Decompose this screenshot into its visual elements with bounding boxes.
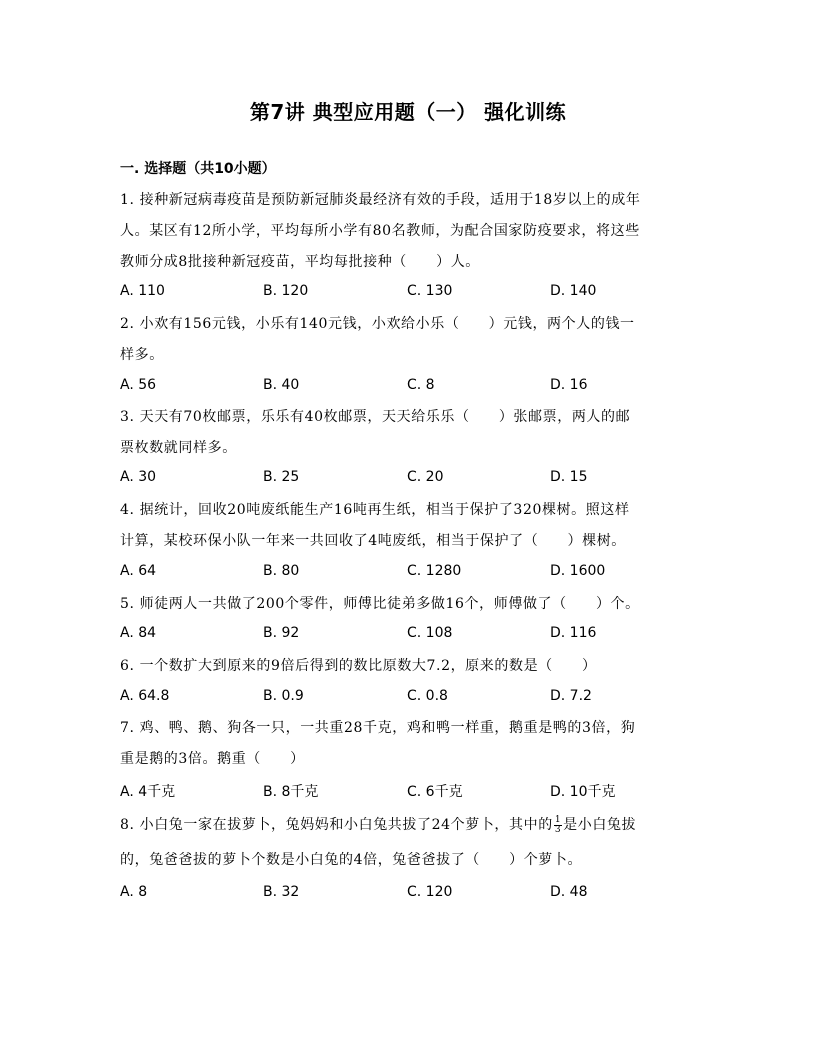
question-8-options (120, 884, 700, 904)
question-1-options (120, 283, 700, 303)
option-a: A. 110 (120, 283, 165, 299)
option-a: A. 64.8 (120, 688, 170, 704)
section-heading: 一. 选择题（共10小题） (120, 161, 276, 177)
option-d: D. 1600 (550, 563, 606, 579)
option-b: B. 80 (263, 563, 300, 579)
question-1-line-1: 1. 接种新冠病毒疫苗是预防新冠肺炎最经济有效的手段，适用于18岁以上的成年 (120, 192, 641, 208)
fraction-denominator: 3 (554, 824, 562, 835)
question-2-options (120, 377, 700, 397)
question-8-line-2: 的，兔爸爸拔的萝卜个数是小白兔的4倍，兔爸爸拔了（ ）个萝卜。 (120, 852, 583, 868)
option-d: D. 140 (550, 283, 597, 299)
question-4-line-1: 4. 据统计，回收20吨废纸能生产16吨再生纸，相当于保护了320棵树。照这样 (120, 502, 630, 518)
question-3-line-1: 3. 天天有70枚邮票，乐乐有40枚邮票，天天给乐乐（ ）张邮票，两人的邮 (120, 409, 631, 425)
question-5-line-1: 5. 师徒两人一共做了200个零件，师傅比徒弟多做16个，师傅做了（ ）个。 (120, 596, 640, 612)
question-5-options (120, 625, 700, 645)
option-d: D. 15 (550, 469, 588, 485)
question-8-line-1 (120, 815, 700, 835)
question-2-line-2: 样多。 (120, 347, 164, 363)
option-b: B. 8千克 (263, 784, 319, 800)
question-3-options (120, 469, 700, 489)
option-a: A. 64 (120, 563, 157, 579)
question-3-line-2: 票枚数就同样多。 (120, 440, 237, 456)
option-d: D. 10千克 (550, 784, 616, 800)
question-8-text-before: 8. 小白兔一家在拔萝卜，兔妈妈和小白兔共拔了24个萝卜，其中的 (120, 817, 553, 833)
fraction (554, 816, 562, 835)
option-c: C. 120 (407, 884, 453, 900)
option-c: C. 108 (407, 625, 453, 641)
option-b: B. 120 (263, 283, 309, 299)
question-7-line-1: 7. 鸡、鸭、鹅、狗各一只，一共重28千克，鸡和鸭一样重，鹅重是鸭的3倍，狗 (120, 720, 636, 736)
option-c: C. 0.8 (407, 688, 448, 704)
option-a: A. 84 (120, 625, 157, 641)
option-b: B. 32 (263, 884, 300, 900)
option-c: C. 130 (407, 283, 453, 299)
option-c: C. 6千克 (407, 784, 463, 800)
option-a: A. 56 (120, 377, 157, 393)
question-8-text-after: 是小白兔拔 (563, 817, 637, 833)
option-d: D. 7.2 (550, 688, 592, 704)
question-7-line-2: 重是鹅的3倍。鹅重（ ） (120, 751, 305, 767)
question-4-line-2: 计算，某校环保小队一年来一共回收了4吨废纸，相当于保护了（ ）棵树。 (120, 533, 626, 549)
option-c: C. 1280 (407, 563, 462, 579)
option-c: C. 8 (407, 377, 435, 393)
question-6-options (120, 688, 700, 708)
question-7-options (120, 781, 700, 801)
option-d: D. 16 (550, 377, 588, 393)
option-a: A. 8 (120, 884, 148, 900)
option-b: B. 40 (263, 377, 300, 393)
question-6-line-1: 6. 一个数扩大到原来的9倍后得到的数比原数大7.2，原来的数是（ ） (120, 658, 597, 674)
page-title: 第7讲 典型应用题（一） 强化训练 (249, 100, 567, 124)
option-d: D. 116 (550, 625, 597, 641)
option-b: B. 25 (263, 469, 300, 485)
question-1-line-3: 教师分成8批接种新冠疫苗，平均每批接种（ ）人。 (120, 254, 480, 270)
fraction-numerator: 1 (554, 814, 562, 825)
option-c: C. 20 (407, 469, 444, 485)
option-a: A. 30 (120, 469, 157, 485)
question-4-options (120, 563, 700, 583)
option-b: B. 92 (263, 625, 300, 641)
option-d: D. 48 (550, 884, 588, 900)
option-a: A. 4千克 (120, 784, 176, 800)
option-b: B. 0.9 (263, 688, 304, 704)
question-1-line-2: 人。某区有12所小学，平均每所小学有80名教师，为配合国家防疫要求，将这些 (120, 223, 640, 239)
question-2-line-1: 2. 小欢有156元钱，小乐有140元钱，小欢给小乐（ ）元钱，两个人的钱一 (120, 316, 635, 332)
